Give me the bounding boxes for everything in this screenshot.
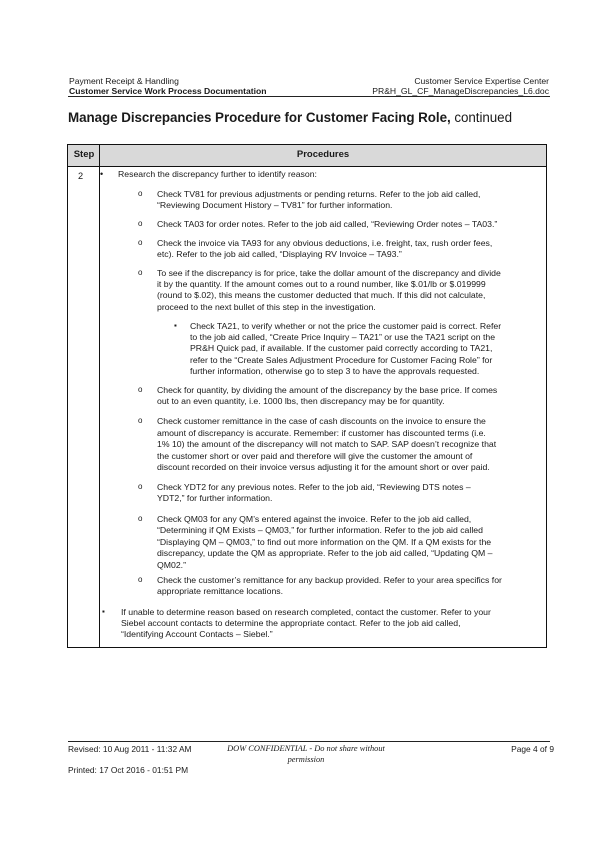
subitem-5 — [157, 385, 497, 407]
subitem-6 — [157, 416, 496, 474]
circle-bullet-icon: o — [138, 385, 143, 394]
nested-item-ta21-line: PR&H Quick pad, if available. If the customer paid correctly according to TA21, — [190, 343, 493, 354]
subitem-8-line: “Determining if QM Exists – QM03,” for further information. Refer to the job aid called — [157, 525, 483, 536]
subitem-5-line: out to an even quantity, i.e. 1000 lbs, then discrepancy may be for quantity. — [157, 396, 445, 407]
footer-printed: Printed: 17 Oct 2016 - 01:51 PM — [68, 765, 189, 775]
bullet-contact-customer-line: “Identifying Account Contacts – Siebel.” — [121, 629, 273, 640]
subitem-1-line: “Reviewing Document History – TV81” for further information. — [157, 200, 393, 211]
circle-bullet-icon: o — [138, 416, 143, 425]
subitem-4-line: proceed to the next bullet of this step in the investigation. — [157, 301, 376, 312]
bullet-contact-customer — [121, 607, 491, 641]
circle-bullet-icon: o — [138, 575, 143, 584]
column-divider — [99, 145, 100, 647]
step-number: 2 — [78, 171, 84, 181]
subitem-6-line: amount of discrepancy is accurate. Remember: if customer has discounted terms (i.e. — [157, 427, 486, 438]
header-right-line2: PR&H_GL_CF_ManageDiscrepancies_L6.doc — [372, 86, 549, 96]
nested-item-ta21-line: Check TA21, to verify whether or not the price the customer paid is correct. Refer — [190, 321, 502, 331]
nested-item-ta21-line: refer to the “Create Sales Adjustment Procedure for Customer Facing Role” for — [190, 354, 493, 365]
subitem-2 — [157, 219, 497, 230]
header-left-line2: Customer Service Work Process Documentation — [69, 86, 267, 96]
column-header-procedures: Procedures — [296, 149, 350, 160]
subitem-9-line: appropriate remittance locations. — [157, 586, 284, 597]
subitem-8-line: “Displaying QM – QM03,” to find out more information on the QM. If a QM exists for the — [157, 536, 492, 547]
footer-confidential-line2: permission — [287, 754, 325, 764]
header-right-line1: Customer Service Expertise Center — [414, 76, 549, 86]
subitem-5-line: Check for quantity, by dividing the amount of the discrepancy by the base price. If comes — [157, 385, 498, 395]
subitem-7 — [157, 482, 471, 504]
subitem-1-line: Check TV81 for previous adjustments or pending returns. Refer to the job aid called, — [157, 189, 481, 199]
subitem-4-line: it by the quantity. If the amount comes out to a round number, like $.01/lb or $.019999 — [157, 279, 486, 290]
bullet-icon: ▪ — [102, 607, 105, 616]
page-title-main: Manage Discrepancies Procedure for Customer Facing Role, — [68, 110, 451, 125]
subitem-6-line: the customer short or over paid and therefore will give the customer the amount of — [157, 450, 473, 461]
subitem-3 — [157, 238, 492, 260]
circle-bullet-icon: o — [138, 482, 143, 491]
subitem-8-line: Check QM03 for any QM’s entered against the invoice. Refer to the job aid called, — [157, 514, 472, 524]
subitem-8-line: QM02.” — [157, 559, 186, 570]
subitem-6-line: Check customer remittance in the case of cash discounts on the invoice to ensure the — [157, 416, 486, 426]
subitem-1 — [157, 189, 480, 211]
page-title — [68, 110, 512, 125]
bullet-research — [118, 169, 317, 180]
subitem-4-line: (round to $.02), this means the customer deducted that much. If this did not calculate, — [157, 290, 486, 301]
subitem-7-line: YDT2,” for further information. — [157, 493, 273, 504]
footer-confidential — [218, 744, 394, 765]
nested-item-ta21 — [190, 321, 501, 377]
square-bullet-icon: ▪ — [174, 321, 177, 330]
page-title-suffix: continued — [450, 110, 512, 125]
subitem-3-line: etc). Refer to the job aid called, “Displaying RV Invoice – TA93.” — [157, 249, 402, 260]
subitem-8-line: discrepancy, update the QM as appropriate. Refer to the job aid called, “Updating QM – — [157, 548, 493, 559]
nested-item-ta21-line: to the job aid called, “Create Price Inquiry – TA21” or use the TA21 script on the — [190, 332, 496, 343]
nested-item-ta21-line: further information, otherwise go to step 3 to have the approvals requested. — [190, 365, 480, 376]
footer-revised: Revised: 10 Aug 2011 - 11:32 AM — [68, 744, 192, 754]
subitem-3-line: Check the invoice via TA93 for any obvious deductions, i.e. freight, tax, rush order fees, — [157, 238, 493, 248]
circle-bullet-icon: o — [138, 514, 143, 523]
subitem-2-line: Check TA03 for order notes. Refer to the job aid called, “Reviewing Order notes – TA03.” — [157, 219, 498, 229]
bullet-icon: • — [100, 169, 104, 179]
subitem-6-line: 1% 10) the amount of the discrepancy will not match to SAP. SAP doesn’t recognize that — [157, 439, 497, 449]
bullet-research-line: Research the discrepancy further to identify reason: — [118, 169, 317, 179]
footer-confidential-line1: DOW CONFIDENTIAL - Do not share without — [227, 744, 385, 753]
footer-page-number: Page 4 of 9 — [511, 744, 554, 754]
subitem-9-line: Check the customer’s remittance for any backup provided. Refer to your area specifics for — [157, 575, 502, 585]
circle-bullet-icon: o — [138, 219, 143, 228]
circle-bullet-icon: o — [138, 268, 143, 277]
subitem-9 — [157, 575, 502, 597]
subitem-6-line: discount recorded on their invoice versus adjusting it for the amount short or over paid. — [157, 462, 490, 472]
circle-bullet-icon: o — [138, 238, 143, 247]
header-left-line1: Payment Receipt & Handling — [69, 76, 179, 86]
circle-bullet-icon: o — [138, 189, 143, 198]
subitem-4-line: To see if the discrepancy is for price, take the dollar amount of the discrepancy and divide — [157, 268, 501, 278]
bullet-contact-customer-line: If unable to determine reason based on research completed, contact the customer. Refer to your — [121, 607, 491, 617]
header-rule — [68, 96, 550, 97]
subitem-4 — [157, 268, 501, 313]
subitem-8 — [157, 514, 492, 571]
subitem-7-line: Check YDT2 for any previous notes. Refer to the job aid, “Reviewing DTS notes – — [157, 482, 471, 492]
column-header-step: Step — [73, 149, 95, 160]
footer-rule — [68, 741, 550, 742]
bullet-contact-customer-line: Siebel account contacts to determine the appropriate contact. Refer to the job aid called, — [121, 618, 461, 629]
